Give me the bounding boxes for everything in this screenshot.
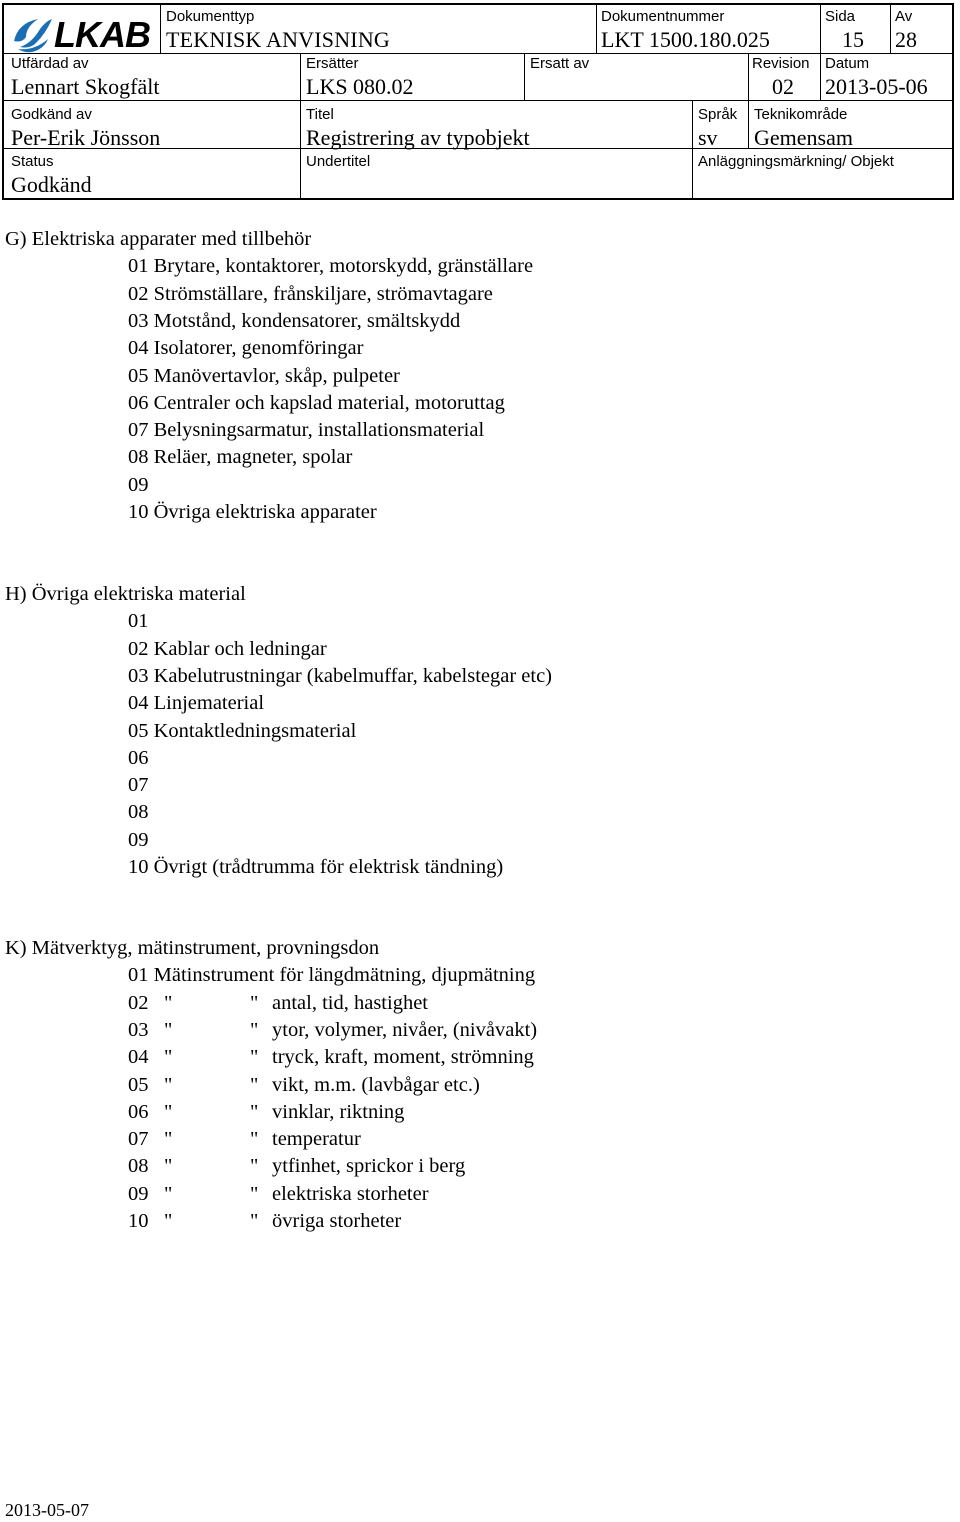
list-item: 09 [128, 473, 149, 496]
item-text: övriga storheter [272, 1210, 402, 1232]
page-value: 15 [842, 27, 864, 52]
approved-by-label: Godkänd av [11, 106, 92, 123]
ditto-mark: " [164, 1128, 173, 1151]
revision-value: 02 [772, 74, 794, 99]
item-number: 03 [128, 1018, 149, 1041]
ditto-mark: " [164, 991, 173, 1014]
ditto-mark: " [164, 1210, 173, 1232]
item-number: 06 [128, 1100, 149, 1123]
replaces-label: Ersätter [306, 55, 359, 72]
list-item: 09 [128, 828, 149, 851]
item-number: 04 [128, 1046, 149, 1069]
list-item: 03 Motstånd, kondensatorer, smältskydd [128, 309, 461, 332]
list-item: 06 Centraler och kapslad material, motoruttag [128, 391, 505, 414]
list-item: 07 [128, 774, 149, 797]
list-item: 07 Belysningsarmatur, installationsmaterial [128, 419, 485, 442]
item-number: 09 [128, 1182, 149, 1205]
ditto-mark: " [250, 1073, 259, 1096]
replaces-value: LKS 080.02 [306, 74, 414, 99]
doc-number-value: LKT 1500.180.025 [601, 27, 770, 52]
ditto-mark: " [164, 1018, 173, 1041]
list-item: 02 Strömställare, frånskiljare, strömavtagare [128, 282, 493, 305]
approved-by-value: Per-Erik Jönsson [11, 125, 161, 150]
doc-type-label: Dokumenttyp [166, 8, 255, 25]
item-text: antal, tid, hastighet [272, 991, 428, 1014]
item-number: 10 [128, 1210, 149, 1232]
list-item: 05 Manövertavlor, skåp, pulpeter [128, 364, 400, 387]
ditto-mark: " [250, 1018, 259, 1041]
list-item: 04 Linjematerial [128, 692, 265, 715]
ditto-mark: " [250, 1128, 259, 1151]
item-number: 08 [128, 1155, 149, 1178]
issued-by-label: Utfärdad av [11, 55, 89, 72]
list-item: 04 Isolatorer, genomföringar [128, 337, 364, 360]
list-item: 01 Brytare, kontaktorer, motorskydd, gränställare [128, 255, 534, 278]
item-text: ytor, volymer, nivåer, (nivåvakt) [272, 1018, 538, 1041]
list-item: 02 Kablar och ledningar [128, 637, 327, 660]
item-number: 02 [128, 991, 149, 1014]
status-label: Status [11, 153, 54, 170]
language-label: Språk [698, 106, 738, 123]
item-text: vikt, m.m. (lavbågar etc.) [272, 1073, 480, 1096]
item-text: temperatur [272, 1128, 361, 1151]
plant-marking-label: Anläggningsmärkning/ Objekt [698, 153, 894, 170]
language-value: sv [698, 125, 718, 150]
document-header [2, 3, 954, 200]
ditto-mark: " [250, 1210, 259, 1232]
section-title: K) Mätverktyg, mätinstrument, provningsdon [5, 937, 380, 959]
footer-date: 2013-05-07 [5, 1500, 89, 1520]
item-text: tryck, kraft, moment, strömning [272, 1046, 534, 1069]
section-title: G) Elektriska apparater med tillbehör [5, 228, 312, 250]
section-title: H) Övriga elektriska material [5, 583, 246, 605]
ditto-mark: " [250, 991, 259, 1014]
date-label: Datum [825, 55, 870, 72]
ditto-mark: " [250, 1100, 259, 1123]
list-item: 10 Övriga elektriska apparater [128, 501, 377, 523]
doc-type-value: TEKNISK ANVISNING [166, 27, 391, 52]
ditto-mark: " [250, 1046, 259, 1069]
of-value: 28 [895, 27, 917, 52]
subtitle-label: Undertitel [306, 153, 371, 170]
replaced-by-label: Ersatt av [530, 55, 590, 72]
tech-area-value: Gemensam [754, 125, 853, 150]
title-label: Titel [306, 106, 334, 123]
list-item: 10 Övrigt (trådtrumma för elektrisk tändning) [128, 856, 504, 878]
logo-text: LKAB [54, 14, 150, 53]
page-label: Sida [825, 8, 856, 25]
logo-mark-icon [14, 19, 52, 52]
item-text: vinklar, riktning [272, 1100, 405, 1123]
date-value: 2013-05-06 [825, 74, 928, 99]
revision-label: Revision [752, 55, 810, 72]
item-text: ytfinhet, sprickor i berg [272, 1155, 466, 1178]
doc-number-label: Dokumentnummer [601, 8, 725, 25]
ditto-mark: " [250, 1155, 259, 1178]
ditto-mark: " [164, 1073, 173, 1096]
list-item: 06 [128, 746, 149, 769]
ditto-mark: " [250, 1182, 259, 1205]
of-label: Av [895, 8, 913, 25]
title-value: Registrering av typobjekt [306, 125, 530, 150]
tech-area-label: Teknikområde [754, 106, 848, 123]
list-item: 08 Reläer, magneter, spolar [128, 446, 353, 469]
list-item: 01 [128, 610, 149, 633]
list-item: 01 Mätinstrument för längdmätning, djupmätning [128, 964, 536, 987]
list-item: 05 Kontaktledningsmaterial [128, 719, 357, 742]
lkab-logo [12, 13, 158, 53]
item-text: elektriska storheter [272, 1182, 429, 1205]
list-item: 08 [128, 801, 149, 824]
status-value: Godkänd [11, 172, 92, 197]
item-number: 07 [128, 1128, 149, 1151]
issued-by-value: Lennart Skogfält [11, 74, 160, 99]
ditto-mark: " [164, 1182, 173, 1205]
ditto-mark: " [164, 1046, 173, 1069]
item-number: 05 [128, 1073, 149, 1096]
ditto-mark: " [164, 1100, 173, 1123]
list-item: 03 Kabelutrustningar (kabelmuffar, kabelstegar etc) [128, 664, 553, 687]
ditto-mark: " [164, 1155, 173, 1178]
